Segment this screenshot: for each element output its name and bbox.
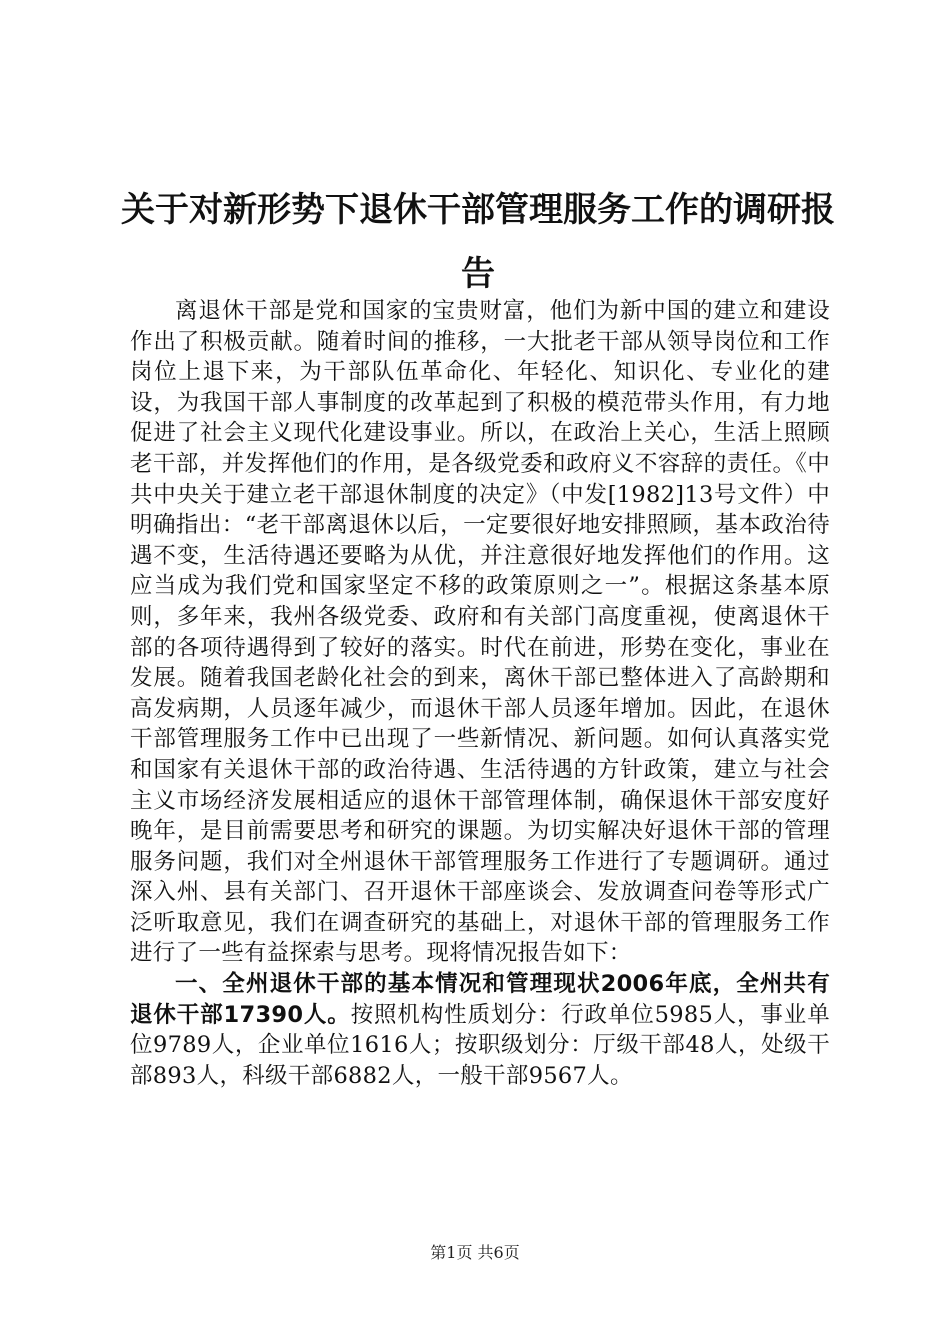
section-1-heading: 一、全州退休干部的基本情况和管理现状2006年底，全州共有退休干部17390人。 bbox=[130, 971, 830, 1028]
page-title: 关于对新形势下退休干部管理服务工作的调研报告 bbox=[121, 190, 835, 294]
intro-paragraph: 离退休干部是党和国家的宝贵财富，他们为新中国的建立和建设作出了积极贡献。随着时间的推移，一大批老干部从领导岗位和工作岗位上退下来，为干部队伍革命化、年轻化、知识化、专业化的建设，为我国干部人事制度的改革起到了积极的模范带头作用，有力地促进了社会主义现代化建设事业。所以，在政治上关心，生活上照顾老干部，并发挥他们的作用，是各级党委和政府义不容辞的责任。《中共中央关于建立老干部退休制度的决定》（中发[1982]13号文件）中明确指出：“老干部离退休以后，一定要很好地安排照顾，基本政治待遇不变，生活待遇还要略为从优，并注意很好地发挥他们的作用。这应当成为我们党和国家坚定不移的政策原则之一”。根据这条基本原则，多年来，我州各级党委、政府和有关部门高度重视，使离退休干部的各项待遇得到了较好的落实。时代在前进，形势在变化，事业在发展。随着我国老龄化社会的到来，离休干部已整体进入了高龄期和高发病期，人员逐年减少，而退休干部人员逐年增加。因此，在退休干部管理服务工作中已出现了一些新情况、新问题。如何认真落实党和国家有关退休干部的政治待遇、生活待遇的方针政策，建立与社会主义市场经济发展相适应的退休干部管理体制，确保退休干部安度好晚年，是目前需要思考和研究的课题。为切实解决好退休干部的管理服务问题，我们对全州退休干部管理服务工作进行了专题调研。通过深入州、县有关部门、召开退休干部座谈会、发放调查问卷等形式广泛听取意见，我们在调查研究的基础上，对退休干部的管理服务工作进行了一些有益探索与思考。现将情况报告如下： bbox=[130, 298, 830, 967]
section-1-paragraph bbox=[130, 969, 830, 1091]
document-body bbox=[130, 296, 830, 1091]
section-1-text: 按照机构性质划分：行政单位5985人，事业单位9789人，企业单位1616人；按职级划分：厅级干部48人，处级干部893人，科级干部6882人，一般干部9567人。 bbox=[130, 1001, 830, 1089]
page-number: 第1页 共6页 bbox=[430, 1243, 520, 1262]
